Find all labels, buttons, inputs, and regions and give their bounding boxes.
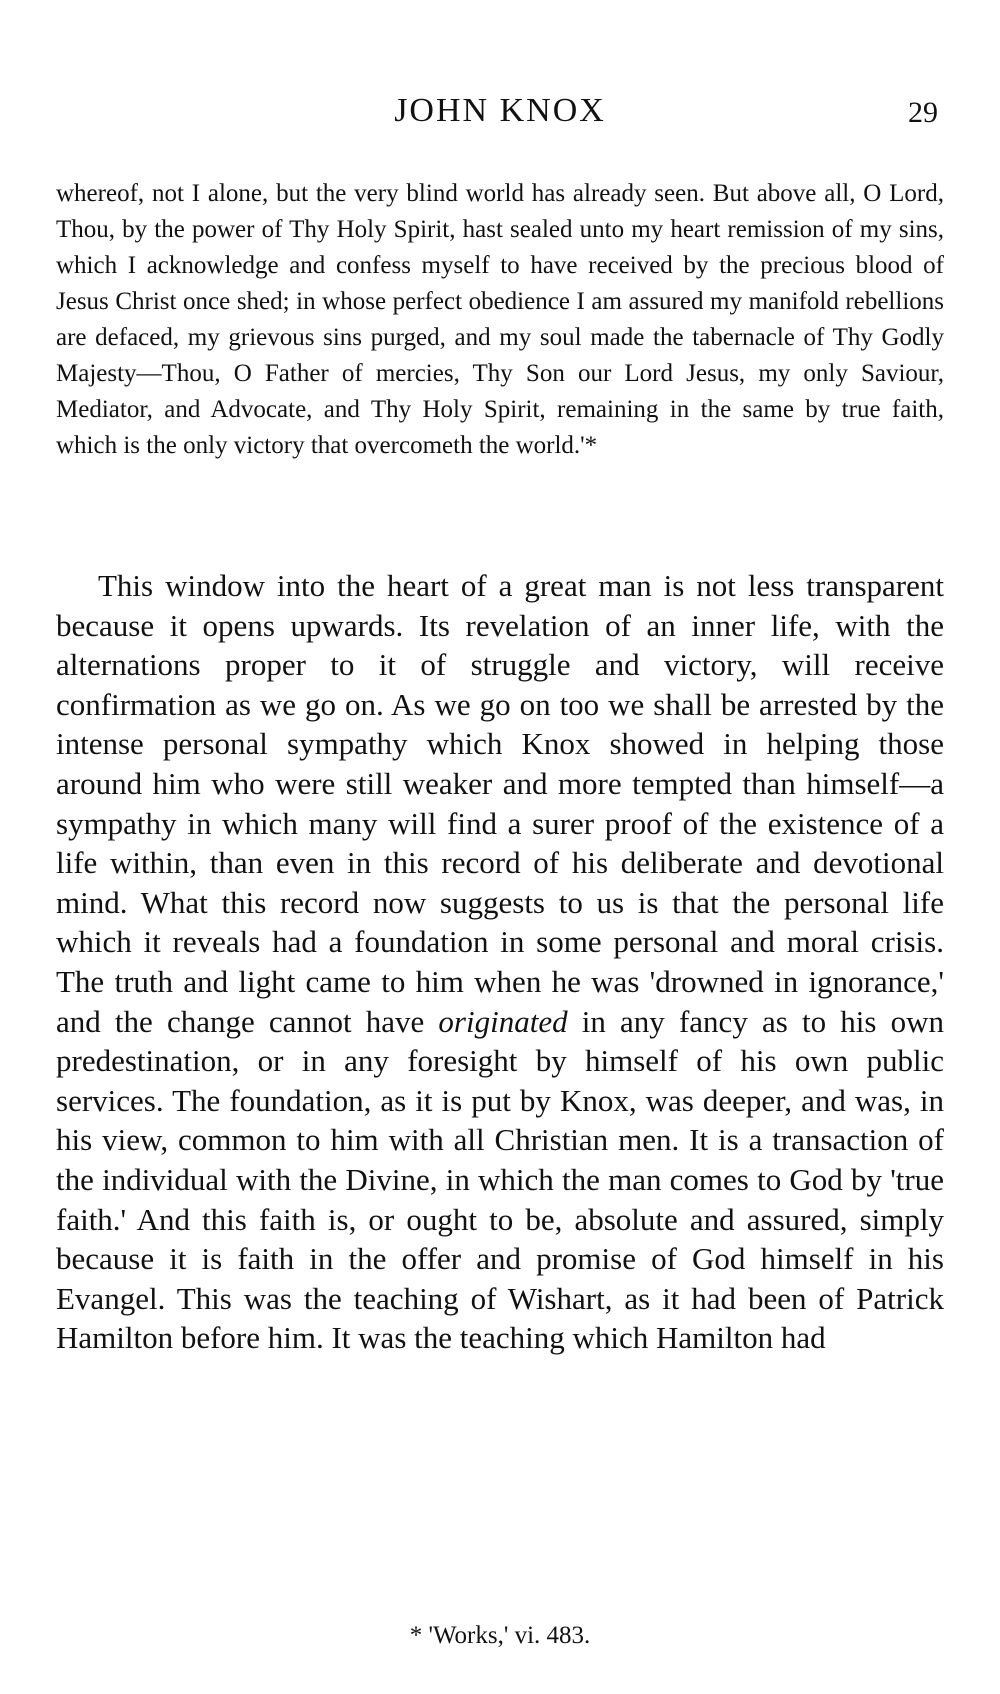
paragraph-text-part2: in any fancy as to his own predestination, or in any foresight by himself of his own public services. The foundation, as it is put by Knox, was deeper, and was, in his view, common to him with all Christian men. It is a transaction of the individual with the Divine, in which the man comes to God by 'true faith.' And this faith is, or ought to be, absolute and assured, simply because it is faith in the offer and promise of God himself in his Evangel. This was the teaching of Wishart, as it had been of Patrick Hamilton before him. It was the teaching which Hamilton had bbox=[56, 1003, 945, 1356]
quote-block: whereof, not I alone, but the very blind world has already seen. But above all, O Lord, Thou, by the power of Thy Holy Spirit, hast sealed unto my heart remission of my sins, which I acknowledge and confess myself to have received by the precious blood of Jesus Christ once shed; in whose perfect obedience I am assured my manifold rebellions are defaced, my grievous sins purged, and my soul made the tabernacle of Thy Godly Majesty—Thou, O Father of mercies, Thy Son our Lord Jesus, my only Saviour, Mediator, and Advocate, and Thy Holy Spirit, remaining in the same by true faith, which is the only victory that overcometh the world.'* bbox=[56, 180, 944, 459]
page-header bbox=[56, 92, 944, 136]
body-text bbox=[56, 566, 944, 1358]
emphasized-word: originated bbox=[438, 1003, 568, 1039]
paragraph-text-part1: This window into the heart of a great man is not less transparent because it opens upwards. Its revelation of an inner life, with the alternations proper to it of struggle and victory, will receive confirmation as we go on. As we go on too we shall be arrested by the intense personal sympathy which Knox showed in helping those around him who were still weaker and more tempted than himself—a sympathy in which many will find a surer proof of the existence of a life within, than even in this record of his deliberate and devotional mind. What this record now suggests to us is that the personal life which it reveals had a foundation in some personal and moral crisis. The truth and light came to him when he was 'drowned in ignorance,' and the change cannot have bbox=[56, 568, 944, 1039]
page-number: 29 bbox=[908, 96, 938, 129]
footnote: * 'Works,' vi. 483. bbox=[409, 1622, 591, 1649]
running-title: JOHN KNOX bbox=[394, 92, 606, 129]
body-paragraph bbox=[56, 566, 944, 1358]
